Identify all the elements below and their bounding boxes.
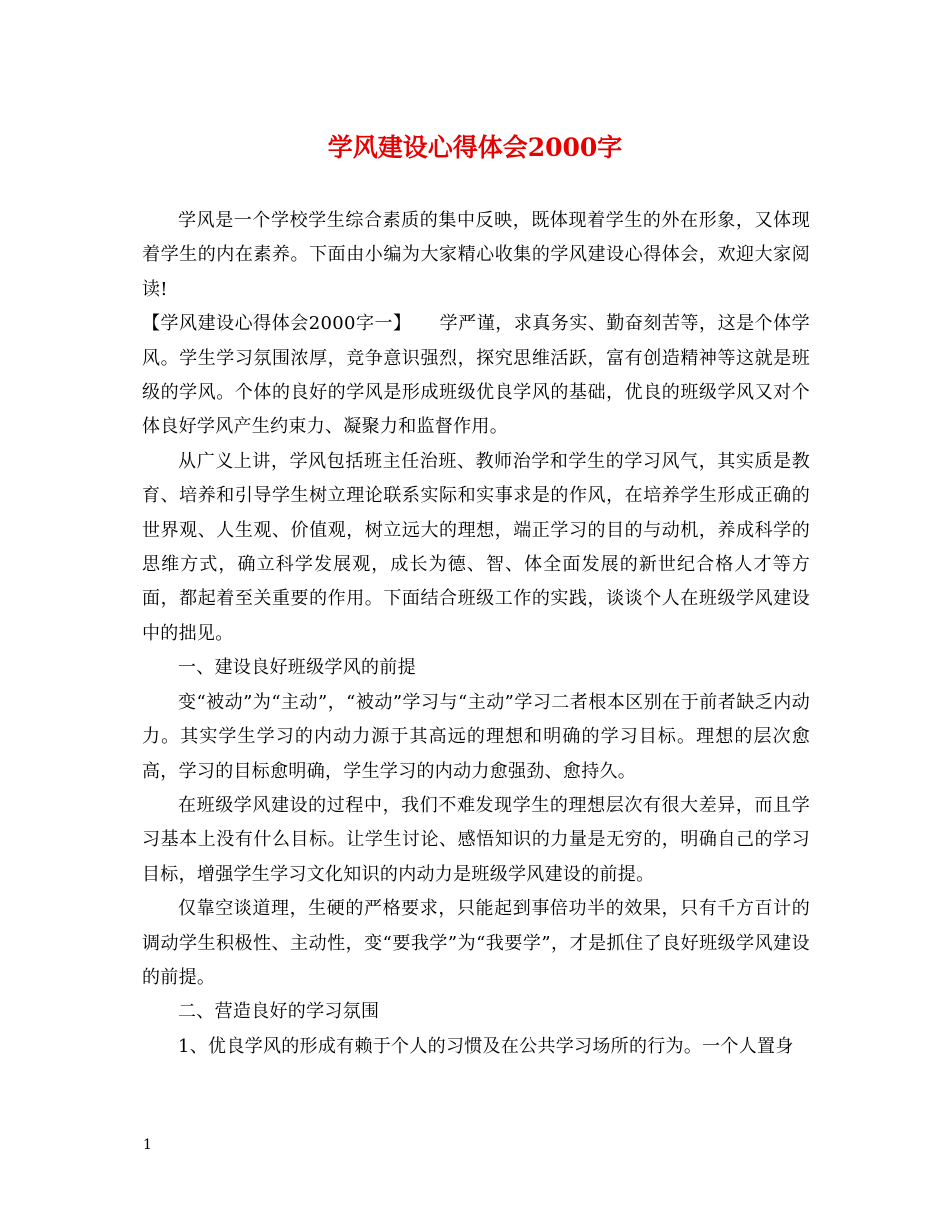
paragraph-intro: 学风是一个学校学生综合素质的集中反映，既体现着学生的外在形象，又体现着学生的内在素养。下面由小编为大家精心收集的学风建设心得体会，欢迎大家阅读! bbox=[142, 210, 810, 300]
paragraph-broad-sense: 从广义上讲，学风包括班主任治班、教师治学和学生的学习风气，其实质是教育、培养和引导学生树立理论联系实际和实事求是的作风，在培养学生形成正确的世界观、人生观、价值观，树立远大的理想，端正学习的目的与动机，养成科学的思维方式，确立科学发展观，成长为德、智、体全面发展的新世纪合格人才等方面，都起着至关重要的作用。下面结合班级工作的实践，谈谈个人在班级学风建设中的拙见。 bbox=[142, 450, 810, 644]
page-number: 1 bbox=[143, 1137, 152, 1153]
paragraph-habits: 1、优良学风的形成有赖于个人的习惯及在公共学习场所的行为。一个人置身 bbox=[178, 1035, 794, 1057]
paragraph-class-process: 在班级学风建设的过程中，我们不难发现学生的理想层次有很大差异，而且学习基本上没有什么目标。让学生讨论、感悟知识的力量是无穷的，明确自己的学习目标，增强学生学习文化知识的内动力是班级学风建设的前提。 bbox=[142, 794, 810, 885]
document-body bbox=[142, 204, 810, 1064]
section-heading-two: 二、营造良好的学习氛围 bbox=[178, 1001, 380, 1023]
paragraph-passive-active: 变“被动”为“主动”，“被动”学习与“主动”学习二者根本区别在于前者缺乏内动力。其实学生学习的内动力源于其高远的理想和明确的学习目标。理想的层次愈高，学习的目标愈明确，学生学习的内动力愈强劲、愈持久。 bbox=[142, 691, 810, 782]
document-title: 学风建设心得体会2000字 bbox=[327, 133, 623, 162]
paragraph-empty-talk: 仅靠空谈道理，生硬的严格要求，只能起到事倍功半的效果，只有千方百计的调动学生积极性、主动性，变“要我学”为“我要学”，才是抓住了良好班级学风建设的前提。 bbox=[142, 898, 810, 988]
paragraph-section-one: 【学风建设心得体会2000字一】 学严谨，求真务实、勤奋刻苦等，这是个体学风。学生学习氛围浓厚，竞争意识强烈，探究思维活跃，富有创造精神等这就是班级的学风。个体的良好的学风是形成班级优良学风的基础，优良的班级学风又对个体良好学风产生约束力、凝聚力和监督作用。 bbox=[142, 313, 810, 438]
section-heading-one: 一、建设良好班级学风的前提 bbox=[178, 657, 416, 679]
